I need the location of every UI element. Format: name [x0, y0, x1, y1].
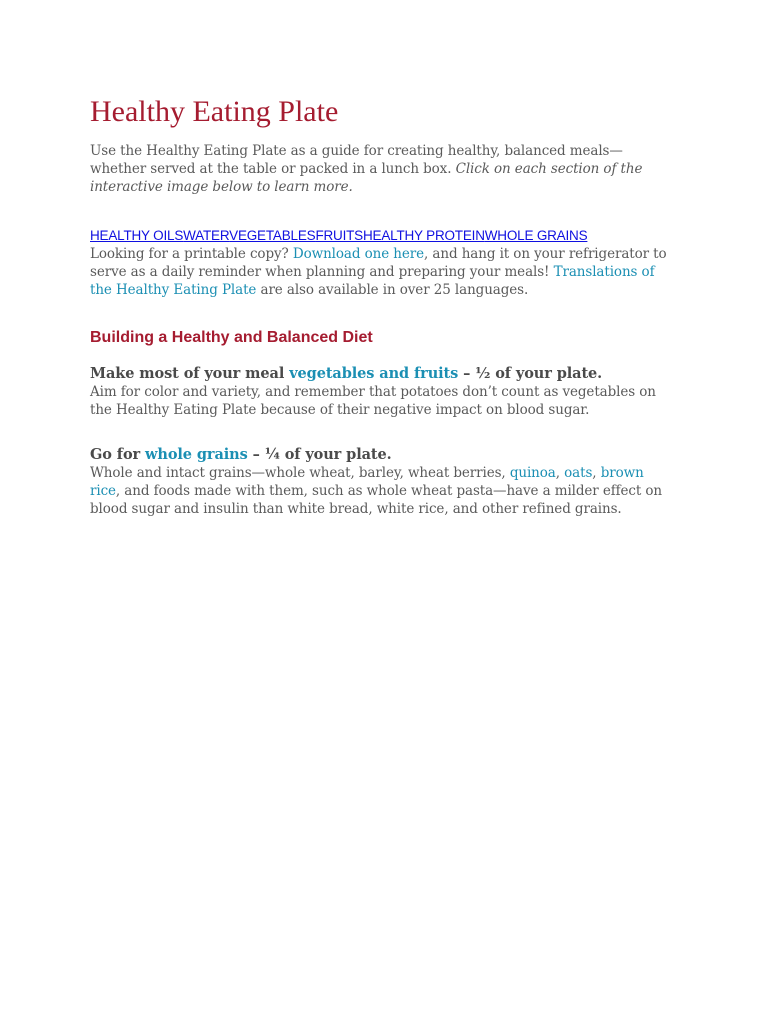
link-whole-grains[interactable]: WHOLE GRAINS: [484, 228, 588, 243]
intro-text: Use the Healthy Eating Plate as a guide for creating healthy, balanced meals—whether served at the table or packed in a lunch box.: [90, 143, 623, 177]
veg-fruit-body: Aim for color and variety, and remember that potatoes don’t count as vegetables on the Healthy Eating Plate because of their negative impact on blood sugar.: [90, 384, 656, 418]
veg-fruit-lead: [90, 365, 670, 383]
link-vegetables[interactable]: VEGETABLES: [229, 228, 316, 243]
grains-body: [90, 464, 670, 518]
veg-fruit-lead-pre: Make most of your meal: [90, 365, 290, 382]
printable-text-2: , and hang it on your refrigerator to serve as a daily reminder when planning and preparing your meals!: [90, 246, 667, 280]
printable-text-1: Looking for a printable copy?: [90, 246, 293, 262]
download-link[interactable]: Download one here: [292, 246, 425, 262]
printable-paragraph: [90, 245, 670, 299]
oats-link[interactable]: oats: [564, 465, 593, 481]
grains-lead-post: – ¼ of your plate.: [247, 446, 392, 463]
grains-lead-pre: Go for: [90, 446, 145, 463]
grains-sep-1: ,: [555, 465, 565, 481]
intro-italic-text: Click on each section of the interactive image below to learn more.: [90, 161, 643, 195]
grains-sep-2: ,: [592, 465, 601, 481]
intro-paragraph: [90, 142, 670, 196]
veg-fruit-lead-post: – ½ of your plate.: [458, 365, 603, 382]
printable-text-3: are also available in over 25 languages.: [256, 282, 529, 298]
section-heading: Building a Healthy and Balanced Diet: [90, 329, 373, 346]
vegetables-and-fruits-link[interactable]: vegetables and fruits: [289, 365, 459, 382]
article: [90, 94, 670, 518]
brown-rice-link[interactable]: brown rice: [90, 465, 644, 499]
whole-grains-link[interactable]: whole grains: [145, 446, 248, 463]
link-fruits[interactable]: FRUITS: [315, 228, 363, 243]
translations-link[interactable]: Translations of the Healthy Eating Plate: [90, 264, 655, 298]
link-healthy-protein[interactable]: HEALTHY PROTEIN: [362, 228, 485, 243]
grains-lead: [90, 446, 670, 464]
page-title: Healthy Eating Plate: [90, 95, 339, 128]
quinoa-link[interactable]: quinoa: [509, 465, 556, 481]
grains-body-post: , and foods made with them, such as whole wheat pasta—have a milder effect on blood sugar and insulin than white bread, white rice, and other refined grains.: [90, 483, 663, 517]
grains-body-pre: Whole and intact grains—whole wheat, barley, wheat berries,: [90, 465, 510, 481]
plate-section-links: [90, 227, 670, 245]
link-healthy-oils[interactable]: HEALTHY OILS: [90, 228, 184, 243]
link-water[interactable]: WATER: [183, 228, 230, 243]
